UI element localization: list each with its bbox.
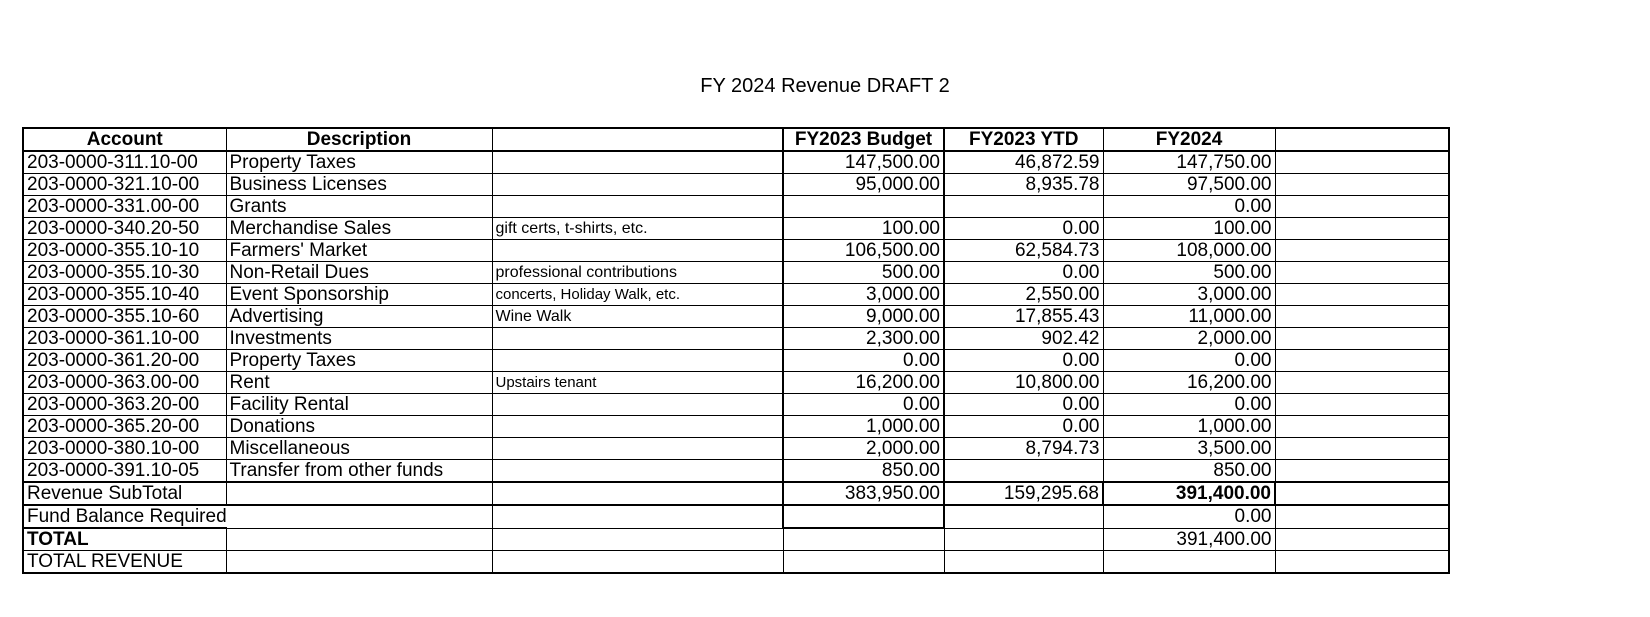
extra-cell	[1275, 438, 1449, 460]
table-row	[23, 262, 1449, 284]
extra-cell	[1275, 460, 1449, 483]
subtotal-extra	[1275, 482, 1449, 505]
fy2023-budget-cell: 0.00	[783, 394, 944, 416]
total-revenue-description	[226, 551, 492, 574]
fy2023-budget-cell: 9,000.00	[783, 306, 944, 328]
note-cell	[492, 328, 783, 350]
description-cell: Transfer from other funds	[226, 460, 492, 483]
account-cell: 203-0000-355.10-60	[23, 306, 226, 328]
fy2024-cell: 11,000.00	[1103, 306, 1275, 328]
account-cell: 203-0000-361.10-00	[23, 328, 226, 350]
note-cell	[492, 174, 783, 196]
fy2023-budget-cell: 500.00	[783, 262, 944, 284]
data-rows	[23, 151, 1449, 482]
extra-cell	[1275, 350, 1449, 372]
note-cell	[492, 438, 783, 460]
total-label: TOTAL	[23, 528, 226, 551]
fund-balance-note	[492, 505, 783, 528]
header-fy2023-ytd: FY2023 YTD	[944, 128, 1103, 151]
fund-balance-ytd	[944, 505, 1103, 528]
note-cell	[492, 350, 783, 372]
table-row	[23, 174, 1449, 196]
fy2023-budget-cell: 2,000.00	[783, 438, 944, 460]
header-account: Account	[23, 128, 226, 151]
description-cell: Investments	[226, 328, 492, 350]
table-row	[23, 394, 1449, 416]
description-cell: Advertising	[226, 306, 492, 328]
fy2023-budget-cell: 3,000.00	[783, 284, 944, 306]
description-cell: Business Licenses	[226, 174, 492, 196]
note-cell	[492, 196, 783, 218]
total-extra	[1275, 528, 1449, 551]
fy2024-cell: 0.00	[1103, 196, 1275, 218]
account-cell: 203-0000-355.10-10	[23, 240, 226, 262]
subtotal-row	[23, 482, 1449, 505]
account-cell: 203-0000-321.10-00	[23, 174, 226, 196]
extra-cell	[1275, 328, 1449, 350]
note-cell: Upstairs tenant	[492, 372, 783, 394]
extra-cell	[1275, 306, 1449, 328]
fy2024-cell: 100.00	[1103, 218, 1275, 240]
table-row	[23, 372, 1449, 394]
table-row	[23, 284, 1449, 306]
total-revenue-fy2024	[1103, 551, 1275, 574]
fy2024-cell: 850.00	[1103, 460, 1275, 483]
fy2023-budget-cell: 2,300.00	[783, 328, 944, 350]
note-cell	[492, 394, 783, 416]
subtotal-description	[226, 482, 492, 505]
account-cell: 203-0000-331.00-00	[23, 196, 226, 218]
fund-balance-fy2024: 0.00	[1103, 505, 1275, 528]
table-row	[23, 218, 1449, 240]
account-cell: 203-0000-311.10-00	[23, 151, 226, 174]
account-cell: 203-0000-355.10-40	[23, 284, 226, 306]
fy2023-ytd-cell: 0.00	[944, 218, 1103, 240]
table-row	[23, 438, 1449, 460]
fy2023-ytd-cell: 0.00	[944, 262, 1103, 284]
table-row	[23, 350, 1449, 372]
extra-cell	[1275, 416, 1449, 438]
extra-cell	[1275, 262, 1449, 284]
account-cell: 203-0000-355.10-30	[23, 262, 226, 284]
extra-cell	[1275, 218, 1449, 240]
fy2024-cell: 0.00	[1103, 350, 1275, 372]
account-cell: 203-0000-361.20-00	[23, 350, 226, 372]
total-revenue-extra	[1275, 551, 1449, 574]
extra-cell	[1275, 151, 1449, 174]
total-revenue-ytd	[944, 551, 1103, 574]
total-fy2024: 391,400.00	[1103, 528, 1275, 551]
fy2023-ytd-cell: 10,800.00	[944, 372, 1103, 394]
table-row	[23, 306, 1449, 328]
fy2023-ytd-cell: 2,550.00	[944, 284, 1103, 306]
extra-cell	[1275, 240, 1449, 262]
fy2023-budget-cell	[783, 196, 944, 218]
header-extra	[1275, 128, 1449, 151]
fy2024-cell: 500.00	[1103, 262, 1275, 284]
account-cell: 203-0000-391.10-05	[23, 460, 226, 483]
description-cell: Non-Retail Dues	[226, 262, 492, 284]
account-cell: 203-0000-340.20-50	[23, 218, 226, 240]
account-cell: 203-0000-365.20-00	[23, 416, 226, 438]
fy2024-cell: 16,200.00	[1103, 372, 1275, 394]
header-fy2023-budget: FY2023 Budget	[783, 128, 944, 151]
total-ytd	[944, 528, 1103, 551]
note-cell	[492, 240, 783, 262]
fy2024-cell: 3,500.00	[1103, 438, 1275, 460]
description-cell: Property Taxes	[226, 350, 492, 372]
note-cell: concerts, Holiday Walk, etc.	[492, 284, 783, 306]
table-row	[23, 460, 1449, 483]
fy2023-ytd-cell: 0.00	[944, 416, 1103, 438]
fy2023-ytd-cell	[944, 196, 1103, 218]
header-description: Description	[226, 128, 492, 151]
account-cell: 203-0000-363.00-00	[23, 372, 226, 394]
fy2024-cell: 1,000.00	[1103, 416, 1275, 438]
header-note	[492, 128, 783, 151]
table-row	[23, 151, 1449, 174]
fy2024-cell: 147,750.00	[1103, 151, 1275, 174]
extra-cell	[1275, 372, 1449, 394]
fy2024-cell: 3,000.00	[1103, 284, 1275, 306]
fy2023-budget-cell: 147,500.00	[783, 151, 944, 174]
fy2023-ytd-cell: 8,794.73	[944, 438, 1103, 460]
description-cell: Grants	[226, 196, 492, 218]
description-cell: Event Sponsorship	[226, 284, 492, 306]
table-row	[23, 196, 1449, 218]
extra-cell	[1275, 174, 1449, 196]
description-cell: Facility Rental	[226, 394, 492, 416]
note-cell: professional contributions	[492, 262, 783, 284]
subtotal-fy2024: 391,400.00	[1103, 482, 1275, 505]
fund-balance-extra	[1275, 505, 1449, 528]
extra-cell	[1275, 196, 1449, 218]
fy2023-ytd-cell: 0.00	[944, 394, 1103, 416]
description-cell: Property Taxes	[226, 151, 492, 174]
table-row	[23, 416, 1449, 438]
description-cell: Miscellaneous	[226, 438, 492, 460]
extra-cell	[1275, 394, 1449, 416]
note-cell: Wine Walk	[492, 306, 783, 328]
fy2023-ytd-cell: 17,855.43	[944, 306, 1103, 328]
fund-balance-budget	[783, 505, 944, 528]
fund-balance-row	[23, 505, 1449, 528]
extra-cell	[1275, 284, 1449, 306]
total-description	[226, 528, 492, 551]
fy2024-cell: 97,500.00	[1103, 174, 1275, 196]
revenue-table	[22, 127, 1450, 574]
fy2023-ytd-cell: 62,584.73	[944, 240, 1103, 262]
note-cell	[492, 151, 783, 174]
fy2023-ytd-cell	[944, 460, 1103, 483]
fy2023-ytd-cell: 8,935.78	[944, 174, 1103, 196]
table-row	[23, 240, 1449, 262]
subtotal-budget: 383,950.00	[783, 482, 944, 505]
account-cell: 203-0000-363.20-00	[23, 394, 226, 416]
fy2023-budget-cell: 16,200.00	[783, 372, 944, 394]
fy2023-budget-cell: 106,500.00	[783, 240, 944, 262]
subtotal-note	[492, 482, 783, 505]
fy2023-budget-cell: 100.00	[783, 218, 944, 240]
subtotal-label: Revenue SubTotal	[23, 482, 226, 505]
fy2023-ytd-cell: 902.42	[944, 328, 1103, 350]
fy2023-budget-cell: 0.00	[783, 350, 944, 372]
header-fy2024: FY2024	[1103, 128, 1275, 151]
description-cell: Farmers' Market	[226, 240, 492, 262]
report-title: FY 2024 Revenue DRAFT 2	[700, 75, 950, 97]
total-revenue-label: TOTAL REVENUE	[23, 551, 226, 574]
total-row	[23, 528, 1449, 551]
note-cell	[492, 460, 783, 483]
note-cell	[492, 416, 783, 438]
fy2024-cell: 0.00	[1103, 394, 1275, 416]
total-budget	[783, 528, 944, 551]
total-revenue-note	[492, 551, 783, 574]
description-cell: Rent	[226, 372, 492, 394]
fy2024-cell: 2,000.00	[1103, 328, 1275, 350]
total-revenue-budget	[783, 551, 944, 574]
fy2023-ytd-cell: 46,872.59	[944, 151, 1103, 174]
fy2023-budget-cell: 850.00	[783, 460, 944, 483]
total-note	[492, 528, 783, 551]
table-row	[23, 328, 1449, 350]
note-cell: gift certs, t-shirts, etc.	[492, 218, 783, 240]
header-row	[23, 128, 1449, 151]
fy2024-cell: 108,000.00	[1103, 240, 1275, 262]
total-revenue-row	[23, 551, 1449, 574]
account-cell: 203-0000-380.10-00	[23, 438, 226, 460]
subtotal-ytd: 159,295.68	[944, 482, 1103, 505]
fund-balance-label: Fund Balance Required	[23, 505, 492, 528]
fy2023-ytd-cell: 0.00	[944, 350, 1103, 372]
fy2023-budget-cell: 1,000.00	[783, 416, 944, 438]
fy2023-budget-cell: 95,000.00	[783, 174, 944, 196]
description-cell: Donations	[226, 416, 492, 438]
description-cell: Merchandise Sales	[226, 218, 492, 240]
